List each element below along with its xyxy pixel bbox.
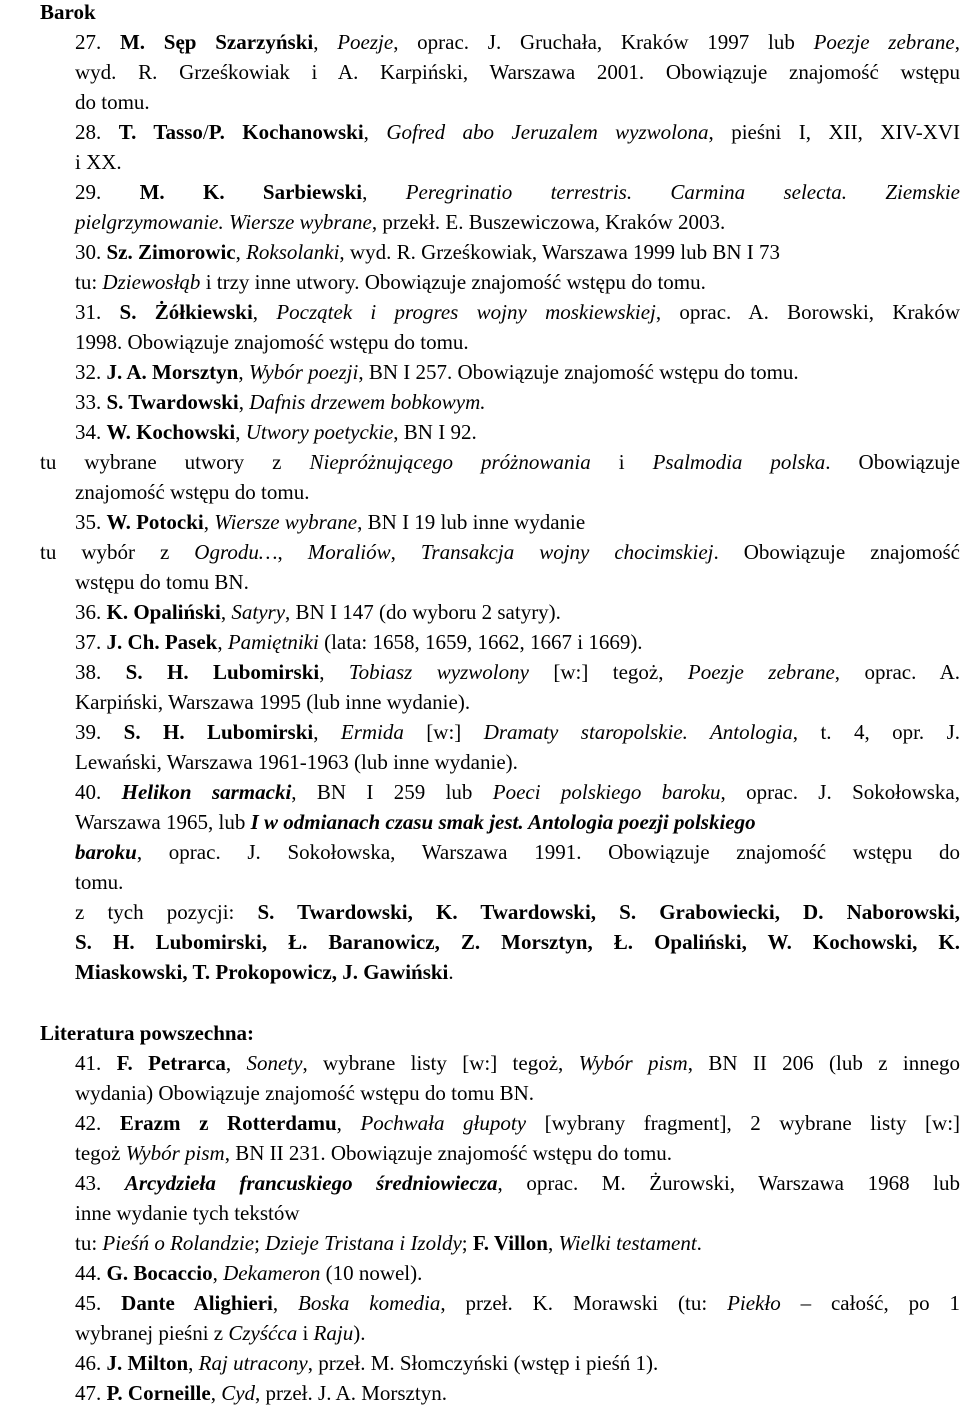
entry-line [40,687,960,717]
text-run: , BN I 19 lub inne wydanie [357,510,585,534]
text-run: , przekł. E. Buszewiczowa, Kraków 2003. [372,210,725,234]
text-run: , pieśni I, XII, XIV-XVI [709,120,960,144]
text-run: W. Potocki [107,510,204,534]
text-run: – całość, po 1 [781,1291,960,1315]
text-run: , [364,120,387,144]
text-run: inne wydanie tych tekstów [75,1201,300,1225]
text-run: Wybór pism [579,1051,688,1075]
entry-line [40,177,960,207]
text-run: S. Twardowski [107,390,239,414]
text-run: , oprac. J. Sokołowska, Warszawa 1991. Obowiązuje znajomość wstępu do [137,840,960,864]
text-run: , BN II 206 (lub z innego [688,1051,960,1075]
text-run: Raju [314,1321,354,1345]
text-run: Ermida [341,720,404,744]
text-run: Wielki testament [558,1231,696,1255]
entry-line [40,1228,960,1258]
text-run: , [239,390,250,414]
entry-line [40,477,960,507]
entry-line [40,267,960,297]
text-run: (10 nowel). [320,1261,422,1285]
text-run: 37. [75,630,107,654]
entry-line [40,957,960,987]
text-run: , [235,420,246,444]
text-run: , [313,30,337,54]
text-run: tu: [75,1231,102,1255]
text-run: Helikon sarmacki [122,780,292,804]
text-run: 1998. Obowiązuje znajomość wstępu do tomu. [75,330,469,354]
text-run: Wybór pism [126,1141,225,1165]
text-run: , BN I 147 (do wyboru 2 satyry). [285,600,561,624]
text-run: Poezje zebrane [814,30,955,54]
text-run: 44. [75,1261,107,1285]
section-title-barok: Barok [40,0,96,27]
text-run: tomu. [75,870,123,894]
text-run: , oprac. J. Sokołowska, [720,780,960,804]
text-run: , [188,1351,199,1375]
text-run: 46. [75,1351,107,1375]
text-run: i [591,450,653,474]
text-run: Arcydzieła francuskiego średniowiecza [125,1171,498,1195]
text-run: 28. [75,120,119,144]
text-run: F. Petrarca [117,1051,226,1075]
text-run: 31. [75,300,120,324]
entry-line [40,627,960,657]
text-run: , oprac. A. Borowski, Kraków [656,300,960,324]
text-run: ). [353,1321,365,1345]
text-run: 45. [75,1291,121,1315]
text-run: , oprac. J. Gruchała, Kraków 1997 lub [393,30,813,54]
text-run: do tomu. [75,90,150,114]
text-run: z tych pozycji: [75,900,257,924]
text-run: , [362,180,406,204]
entry-line [40,1258,960,1288]
text-run: Wybór poezji [249,360,358,384]
text-run: 35. [75,510,107,534]
text-run: S. Żółkiewski [120,300,253,324]
text-run: Utwory poetyckie [246,420,394,444]
text-run: 38. [75,660,126,684]
text-run: . [697,1231,702,1255]
entry-line [40,1288,960,1318]
entry-line [40,567,960,597]
text-run: , [391,540,421,564]
entry-line [40,807,960,837]
text-run: Dante Alighieri [121,1291,273,1315]
text-run: Dziewosłąb [102,270,200,294]
text-run: Dafnis drzewem bobkowym. [249,390,485,414]
text-run: Dramaty staropolskie. Antologia [484,720,793,744]
entry-line [40,387,960,417]
entry-line [40,507,960,537]
entry-line [40,147,960,177]
entry-line [40,1378,960,1408]
text-run: Niepróżnującego próżnowania [310,450,591,474]
text-run: Tobiasz wyzwolony [349,660,529,684]
text-run: , [226,1051,247,1075]
text-run: Karpiński, Warszawa 1995 (lub inne wydanie). [75,690,470,714]
text-run: J. Ch. Pasek [107,630,218,654]
entry-line [40,87,960,117]
text-run: P. Kochanowski [209,120,364,144]
text-run: , [278,540,308,564]
text-run: Boska komedia [298,1291,440,1315]
text-run: Roksolanki [246,240,339,264]
text-run: i trzy inne utwory. Obowiązuje znajomość wstępu do tomu. [200,270,705,294]
text-run: , [211,1381,222,1405]
text-run: M. K. Sarbiewski [140,180,363,204]
text-run: M. Sęp Szarzyński [120,30,313,54]
text-run: , [221,600,232,624]
entry-line [40,237,960,267]
entry-line [40,1348,960,1378]
text-run: wyd. R. Grześkowiak i A. Karpiński, Warszawa 2001. Obowiązuje znajomość wstępu [75,60,960,84]
text-run: Dekameron [223,1261,320,1285]
text-run: , wybrane listy [w:] tegoż, [302,1051,578,1075]
entry-line [40,657,960,687]
text-run: [w:] [404,720,484,744]
entry-line [40,57,960,87]
text-run: tu wybór z [40,540,194,564]
entry-line [40,1108,960,1138]
text-run: Poeci polskiego baroku [493,780,721,804]
text-run: Dzieje Tristana i Izoldy [265,1231,462,1255]
text-run: tu wybrane utwory z [40,450,310,474]
text-run: Raj utracony [199,1351,308,1375]
text-run: , [955,30,960,54]
text-run: J. Milton [107,1351,189,1375]
text-run: , [253,300,277,324]
text-run: wydania) Obowiązuje znajomość wstępu do tomu BN. [75,1081,534,1105]
entry-line [40,357,960,387]
text-run: Ogrodu… [194,540,277,564]
text-run: wstępu do tomu BN. [75,570,249,594]
text-run: 29. [75,180,140,204]
text-run: , [548,1231,559,1255]
text-run: S. Twardowski, K. Twardowski, S. Grabowiecki, D. Naborowski, [257,900,960,924]
entry-list-literatura-powszechna [40,1048,960,1408]
text-run: F. Villon [473,1231,548,1255]
text-run: 33. [75,390,107,414]
text-run: 40. [75,780,122,804]
entry-line [40,447,960,477]
entry-line [40,747,960,777]
text-run: tegoż [75,1141,126,1165]
text-run: i XX. [75,150,122,174]
text-run: , przeł. M. Słomczyński (wstęp i pieśń 1). [308,1351,659,1375]
entry-line [40,417,960,447]
text-run: , [213,1261,224,1285]
text-run: , przeł. J. A. Morsztyn. [255,1381,447,1405]
text-run: 30. [75,240,107,264]
text-run: , BN I 92. [393,420,476,444]
text-run: Gofred abo Jeruzalem wyzwolona [386,120,708,144]
text-run: Piekło [727,1291,781,1315]
text-run: 39. [75,720,124,744]
text-run: Pamiętniki [228,630,319,654]
text-run: , [204,510,215,534]
text-run: [w:] tegoż, [529,660,688,684]
entry-line [40,927,960,957]
text-run: , [273,1291,298,1315]
text-run: P. Corneille [107,1381,211,1405]
text-run: 36. [75,600,107,624]
text-run: [wybrany fragment], 2 wybrane listy [w:] [526,1111,960,1135]
text-run: 34. [75,420,107,444]
text-run: Pochwała głupoty [360,1111,526,1135]
text-run: 47. [75,1381,107,1405]
text-run: S. H. Lubomirski [126,660,320,684]
entry-line [40,27,960,57]
entry-line [40,1048,960,1078]
text-run: / [203,120,209,144]
text-run: pielgrzymowanie. Wiersze wybrane [75,210,372,234]
text-run: . Obowiązuje znajomość [714,540,960,564]
entry-line [40,327,960,357]
text-run: T. Tasso [119,120,203,144]
text-run: 32. [75,360,107,384]
entry-line [40,207,960,237]
text-run: , BN II 231. Obowiązuje znajomość wstępu do tomu. [225,1141,672,1165]
text-run: Cyd [221,1381,255,1405]
text-run: Warszawa 1965, lub [75,810,251,834]
text-run: Lewański, Warszawa 1961-1963 (lub inne wydanie). [75,750,518,774]
text-run: , t. 4, opr. J. [793,720,960,744]
text-run: Erazm z Rotterdamu [120,1111,337,1135]
text-run: Satyry [231,600,285,624]
text-run: znajomość wstępu do tomu. [75,480,309,504]
text-run: Poezje zebrane [688,660,835,684]
text-run: J. A. Morsztyn [107,360,239,384]
entry-line [40,297,960,327]
text-run: 43. [75,1171,125,1195]
text-run: , [236,240,247,264]
section-title-literatura-powszechna: Literatura powszechna: [40,1018,254,1048]
entry-line [40,117,960,147]
entry-line [40,717,960,747]
entry-line [40,897,960,927]
text-run: , wyd. R. Grześkowiak, Warszawa 1999 lub BN I 73 [339,240,780,264]
text-run: 42. [75,1111,120,1135]
entry-list-barok [40,27,960,987]
text-run: , [217,630,228,654]
entry-line [40,537,960,567]
text-run: G. Bocaccio [107,1261,213,1285]
text-run: I w odmianach czasu smak jest. Antologia poezji polskiego [251,810,756,834]
text-run: Sz. Zimorowic [107,240,236,264]
text-run: , BN I 257. Obowiązuje znajomość wstępu do tomu. [358,360,798,384]
text-run: tu: [75,270,102,294]
text-run: Poezje [337,30,393,54]
text-run: Miaskowski, T. Prokopowicz, J. Gawiński [75,960,448,984]
text-run: , BN I 259 lub [291,780,492,804]
entry-line [40,867,960,897]
entry-line [40,597,960,627]
text-run: . Obowiązuje [825,450,960,474]
text-run: Czyśćca [228,1321,297,1345]
text-run: Wiersze wybrane [214,510,357,534]
text-run: 27. [75,30,120,54]
text-run: , przeł. K. Morawski (tu: [440,1291,727,1315]
text-run: K. Opaliński [107,600,221,624]
entry-line [40,1318,960,1348]
text-run: Sonety [246,1051,302,1075]
text-run: W. Kochowski [107,420,236,444]
entry-line [40,1138,960,1168]
text-run: , oprac. A. [835,660,960,684]
entry-line [40,1078,960,1108]
entry-line [40,1198,960,1228]
text-run: baroku [75,840,137,864]
text-run: S. H. Lubomirski [124,720,314,744]
text-run: , [238,360,249,384]
text-run: 41. [75,1051,117,1075]
text-run: , [313,720,341,744]
text-run: . [448,960,453,984]
text-run: Psalmodia polska [653,450,826,474]
entry-line [40,1168,960,1198]
text-run: , [337,1111,361,1135]
text-run: Peregrinatio terrestris. Carmina selecta. Ziemskie [406,180,960,204]
text-run: i [297,1321,313,1345]
text-run: wybranej pieśni z [75,1321,228,1345]
text-run: , [319,660,349,684]
text-run: ; [254,1231,265,1255]
entry-line [40,837,960,867]
text-run: Pieśń o Rolandzie [102,1231,254,1255]
text-run: (lata: 1658, 1659, 1662, 1667 i 1669). [319,630,643,654]
text-run: ; [462,1231,473,1255]
text-run: Moraliów [308,540,391,564]
text-run: Transakcja wojny chocimskiej [421,540,714,564]
entry-line [40,777,960,807]
text-run: , oprac. M. Żurowski, Warszawa 1968 lub [498,1171,960,1195]
text-run: S. H. Lubomirski, Ł. Baranowicz, Z. Morsztyn, Ł. Opaliński, W. Kochowski, K. [75,930,960,954]
text-run: Początek i progres wojny moskiewskiej [276,300,656,324]
